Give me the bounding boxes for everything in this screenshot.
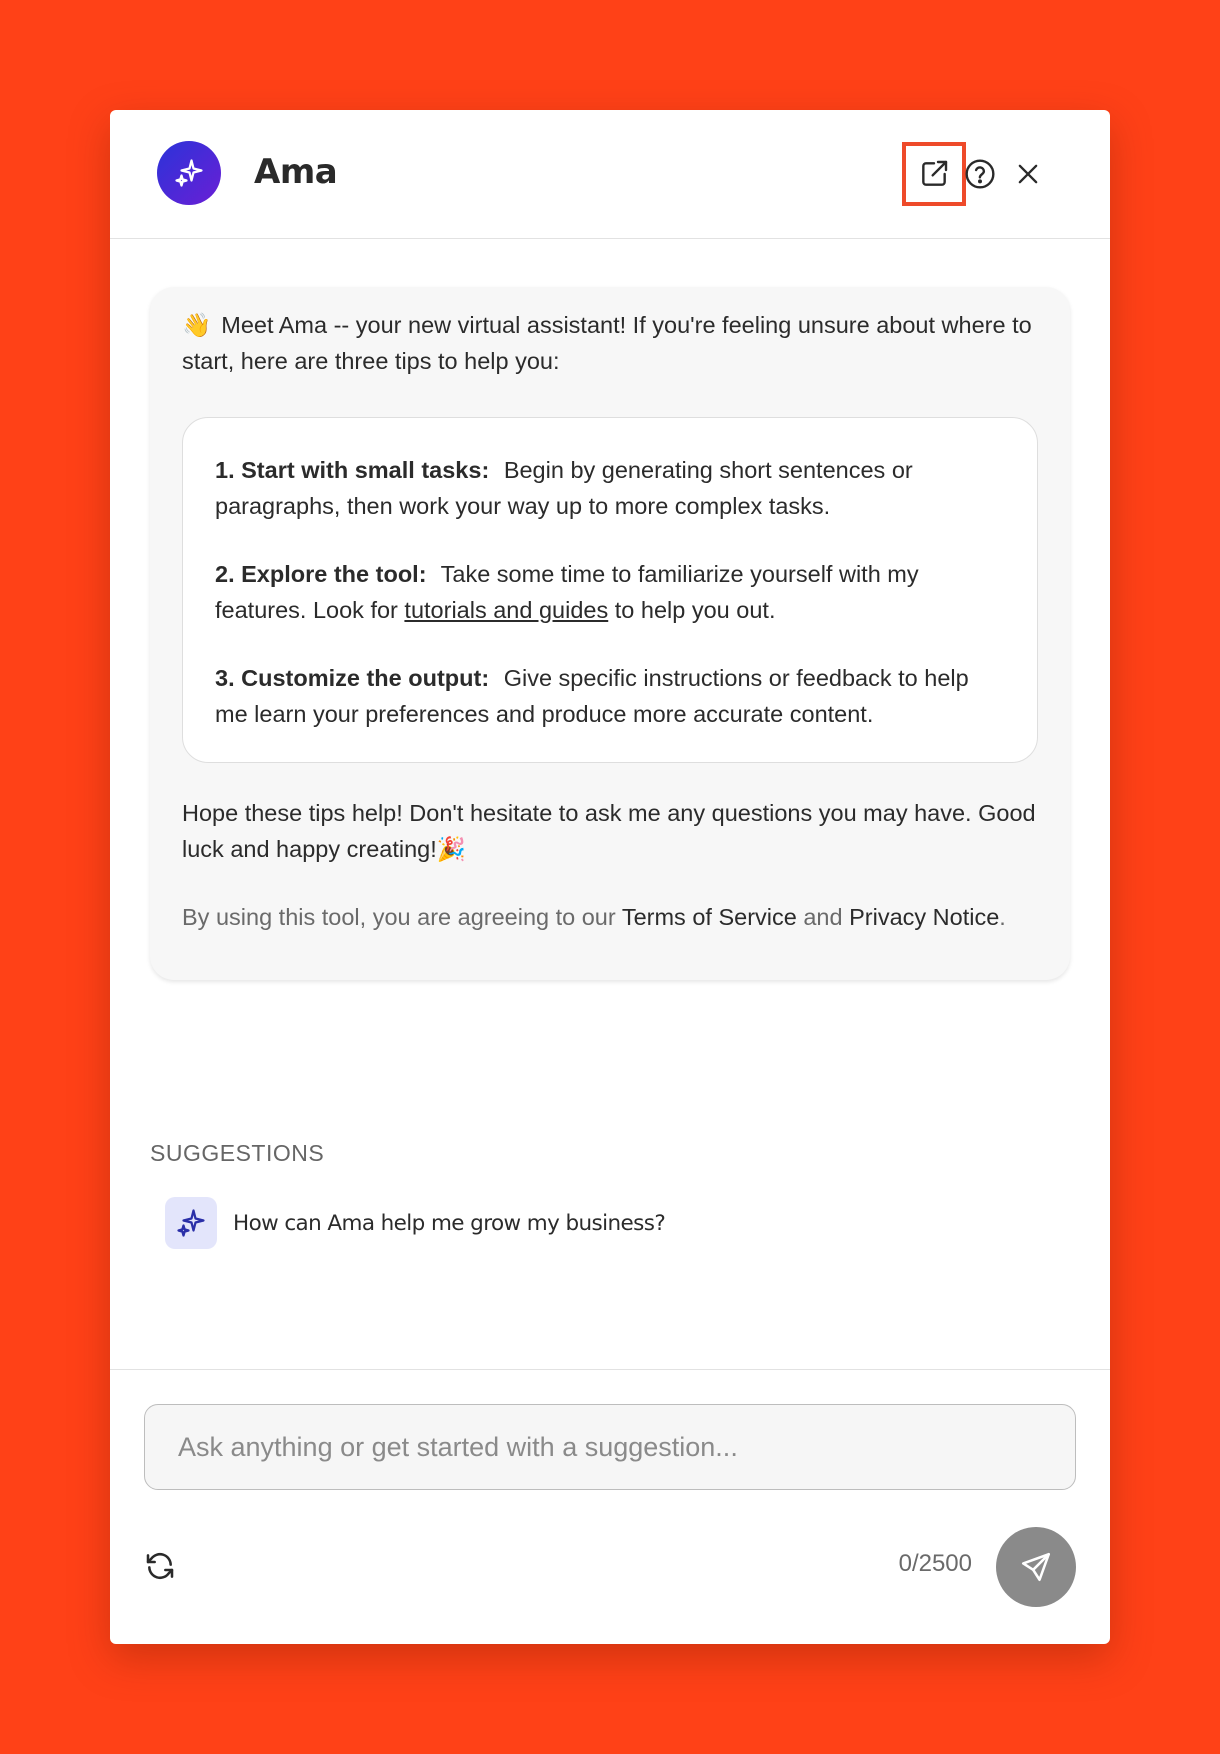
help-circle-icon: [964, 158, 996, 190]
legal-notice: By using this tool, you are agreeing to our Terms of Service and Privacy Notice.: [182, 904, 1006, 930]
suggestion-item[interactable]: [165, 1197, 665, 1249]
party-emoji: 🎉: [436, 836, 467, 862]
tip-title: 3. Customize the output:: [215, 665, 490, 691]
tip-title: 2. Explore the tool:: [215, 561, 427, 587]
tip-text: to help you out.: [614, 597, 776, 623]
tutorials-link[interactable]: tutorials and guides: [404, 597, 609, 623]
wave-emoji: 👋: [182, 312, 212, 338]
tip-text: Begin by generating short sentences or paragraphs, then work your way up to more complex tasks.: [215, 457, 913, 519]
suggestion-label: How can Ama help me grow my business?: [233, 1210, 666, 1236]
chat-header: [110, 110, 1110, 239]
refresh-icon: [144, 1550, 176, 1582]
refresh-button[interactable]: [142, 1548, 178, 1584]
chat-panel: [110, 110, 1110, 1644]
privacy-notice-link[interactable]: Privacy Notice: [849, 904, 1000, 930]
tips-card: [182, 417, 1038, 763]
tip-item: [215, 556, 1005, 628]
tip-item: [215, 660, 1005, 732]
tip-item: [215, 452, 1005, 524]
sparkle-icon: [176, 1208, 206, 1238]
send-button[interactable]: [996, 1527, 1076, 1607]
terms-of-service-link[interactable]: Terms of Service: [621, 904, 797, 930]
sparkle-icon: [174, 158, 204, 188]
assistant-avatar: [157, 141, 221, 205]
tip-title: 1. Start with small tasks:: [215, 457, 490, 483]
close-button[interactable]: [998, 142, 1058, 206]
send-icon: [1019, 1550, 1053, 1584]
outro-text: Hope these tips help! Don't hesitate to ask me any questions you may have. Good luck and happy creating!🎉: [182, 800, 1036, 862]
tip-text: Give specific instructions or feedback to help me learn your preferences and produce more accurate content.: [215, 665, 969, 727]
character-counter: 0/2500: [898, 1550, 972, 1577]
close-icon: [1014, 160, 1042, 188]
external-link-icon: [918, 158, 950, 190]
assistant-title: Ama: [254, 152, 338, 192]
tip-text: Take some time to familiarize yourself with my features. Look for: [215, 561, 919, 623]
suggestions-heading: SUGGESTIONS: [150, 1140, 325, 1166]
intro-text: 👋 Meet Ama -- your new virtual assistant! If you're feeling unsure about where to start, here are three tips to help you:: [182, 312, 1032, 374]
composer-divider: [110, 1369, 1110, 1370]
welcome-message: [150, 287, 1070, 980]
suggestion-icon-box: [165, 1197, 217, 1249]
chat-input[interactable]: [144, 1404, 1076, 1490]
